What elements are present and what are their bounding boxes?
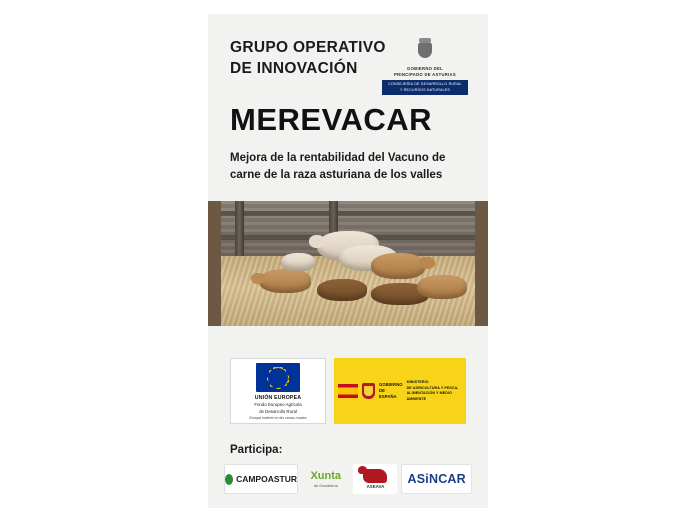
eu-flag-icon	[256, 363, 300, 392]
project-subtitle-line1: Mejora de la rentabilidad del Vacuno de	[230, 151, 446, 164]
cattle-photo	[208, 201, 488, 326]
ministry-line1: GOBIERNO	[379, 381, 403, 387]
ministry-logo	[334, 358, 466, 424]
partner-logo-aseava	[353, 464, 397, 494]
cattle-photo-image	[221, 201, 475, 326]
poster-header	[208, 14, 488, 92]
spain-flag-icon	[338, 384, 358, 398]
gov-logo-line1: GOBIERNO DEL	[407, 66, 443, 71]
partner-logo-xunta-sub: de Gandeiros	[313, 482, 338, 488]
flyer-poster	[208, 14, 488, 508]
ministry-logo-text2	[407, 380, 462, 402]
asturias-government-logo	[382, 38, 468, 95]
project-subtitle-line2: carne de la raza asturiana de los valles	[230, 168, 443, 181]
project-brand-name: MEREVACAR	[230, 101, 432, 137]
partner-logo-xunta	[302, 464, 349, 494]
participa-label: Participa:	[230, 444, 283, 457]
ministry-line4: DE AGRICULTURA Y PESCA,	[406, 385, 459, 390]
spain-crest-icon	[362, 383, 375, 399]
ministry-line5: ALIMENTACIÓN Y MEDIO AMBIENTE	[406, 391, 452, 401]
partner-logo-asincar-label: ASiNCAR	[407, 472, 466, 487]
eu-logo-tagline: Europa invierte en las zonas rurales	[249, 416, 307, 421]
partner-logos	[224, 464, 472, 494]
eu-logo	[230, 358, 326, 424]
project-subtitle	[230, 150, 466, 183]
group-title	[230, 38, 395, 80]
ministry-logo-text	[379, 382, 403, 401]
crest-icon	[414, 38, 436, 64]
eu-logo-line2: de Desarrollo Rural	[259, 409, 297, 415]
ministry-line2: DE ESPAÑA	[379, 387, 397, 400]
group-title-line2: DE INNOVACIÓN	[230, 59, 358, 77]
partner-logo-asincar	[401, 464, 472, 494]
gov-logo-bar	[382, 80, 468, 95]
gov-logo-line2: PRINCIPADO DE ASTURIAS	[394, 72, 456, 78]
partner-logo-aseava-label: ASEAVA	[366, 484, 385, 490]
partner-logo-xunta-label: Xunta	[310, 469, 342, 482]
leaf-icon	[225, 474, 233, 485]
eu-logo-line1: Fondo Europeo Agrícola	[254, 402, 302, 408]
eu-logo-title: UNIÓN EUROPEA	[254, 395, 302, 402]
gov-logo-bar-line2: Y RECURSOS NATURALES	[400, 87, 450, 92]
gov-logo-bar-line1: CONSEJERÍA DE DESARROLLO RURAL	[388, 82, 462, 87]
partner-logo-campoastur	[224, 464, 298, 494]
funding-logos	[230, 358, 466, 424]
ministry-line3: MINISTERIO	[406, 380, 429, 385]
bull-icon	[363, 469, 387, 483]
partner-logo-campoastur-label: CAMPOASTUR	[236, 474, 297, 485]
group-title-line1: GRUPO OPERATIVO	[230, 39, 386, 56]
